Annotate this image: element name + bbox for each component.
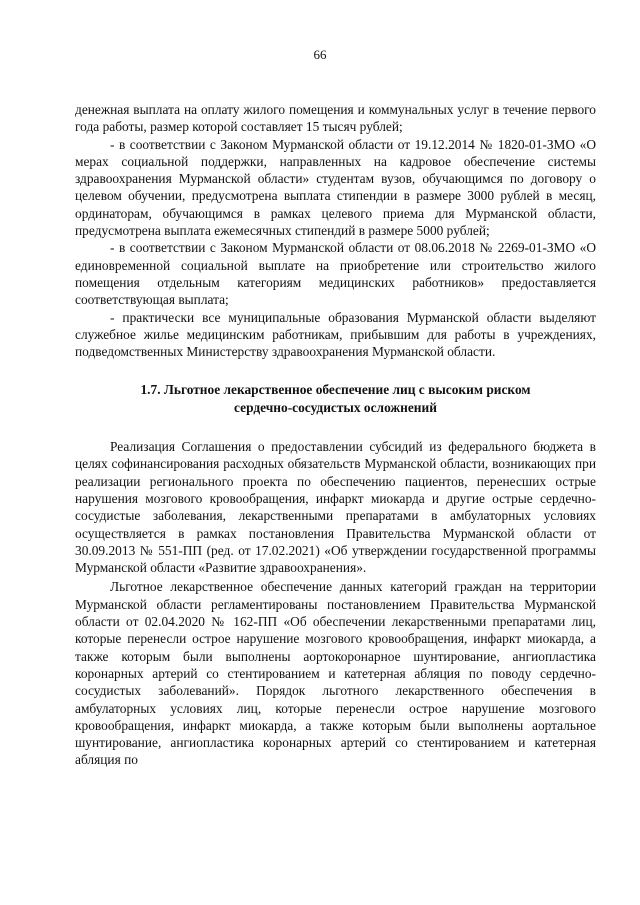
- section-heading: [75, 381, 596, 416]
- section-heading-line-2: сердечно-сосудистых осложнений: [234, 399, 437, 415]
- page-number: 66: [313, 47, 327, 62]
- paragraph-drug-provision: Льготное лекарственное обеспечение данных категорий граждан на территории Мурманской области регламентированы постановлением Правительства Мурманской области от 02.04.2020 № 162-ПП «Об обеспечении лекарственными препаратами лиц, которые перенесли острое нарушение мозгового кровообращения, инфаркт миокарда, а также которым были выполнены аортокоронарное шунтирование, ангиопластика коронарных артерий со стентированием и катетерная абляция по поводу сердечно-сосудистых заболеваний». Порядок льготного лекарственного обеспечения в амбулаторных условиях лиц, которые перенесли острое нарушение мозгового кровообращения, инфаркт миокарда, а также которым были выполнены аортальное шунтирование, ангиопластика коронарных артерий со стентированием и катетерная абляция по: [75, 579, 596, 768]
- section-heading-line-1: 1.7. Льготное лекарственное обеспечение лиц с высоким риском: [140, 382, 531, 398]
- paragraph-law-2269: - в соответствии с Законом Мурманской области от 08.06.2018 № 2269-01-ЗМО «О единовременной социальной выплате на приобретение или строительство жилого помещения отдельным категориям медицинских работников» предоставляется соответствующая выплата;: [75, 240, 596, 308]
- paragraph-municipal-housing: - практически все муниципальные образования Мурманской области выделяют служебное жилье медицинским работникам, прибывшим для работы в учреждениях, подведомственных Министерству здравоохранения Мурманской области.: [75, 309, 596, 360]
- page-content: [75, 101, 596, 769]
- paragraph-housing-payment: денежная выплата на оплату жилого помещения и коммунальных услуг в течение первого года работы, размер которой составляет 15 тысяч рублей;: [75, 102, 596, 135]
- paragraph-law-1820: - в соответствии с Законом Мурманской области от 19.12.2014 № 1820-01-ЗМО «О мерах социальной поддержки, направленных на кадровое обеспечение системы здравоохранения Мурманской области» студентам вузов, обучающимся по договору о целевом обучении, предусмотрена выплата стипендии в размере 3000 рублей в месяц, ординаторам, обучающимся в рамках целевого приема для Мурманской области, предусмотрена выплата ежемесячных стипендий в размере 5000 рублей;: [75, 136, 596, 239]
- paragraph-agreement: Реализация Соглашения о предоставлении субсидий из федерального бюджета в целях софинансирования расходных обязательств Мурманской области, возникающих при реализации регионального проекта по обеспечению пациентов, перенесших острые нарушения мозгового кровообращения, инфаркт миокарда и другие острые сердечно-сосудистые заболевания, лекарственными препаратами в амбулаторных условиях осуществляется в рамках постановления Правительства Мурманской области от 30.09.2013 № 551-ПП (ред. от 17.02.2021) «Об утверждении государственной программы Мурманской области «Развитие здравоохранения».: [75, 439, 596, 576]
